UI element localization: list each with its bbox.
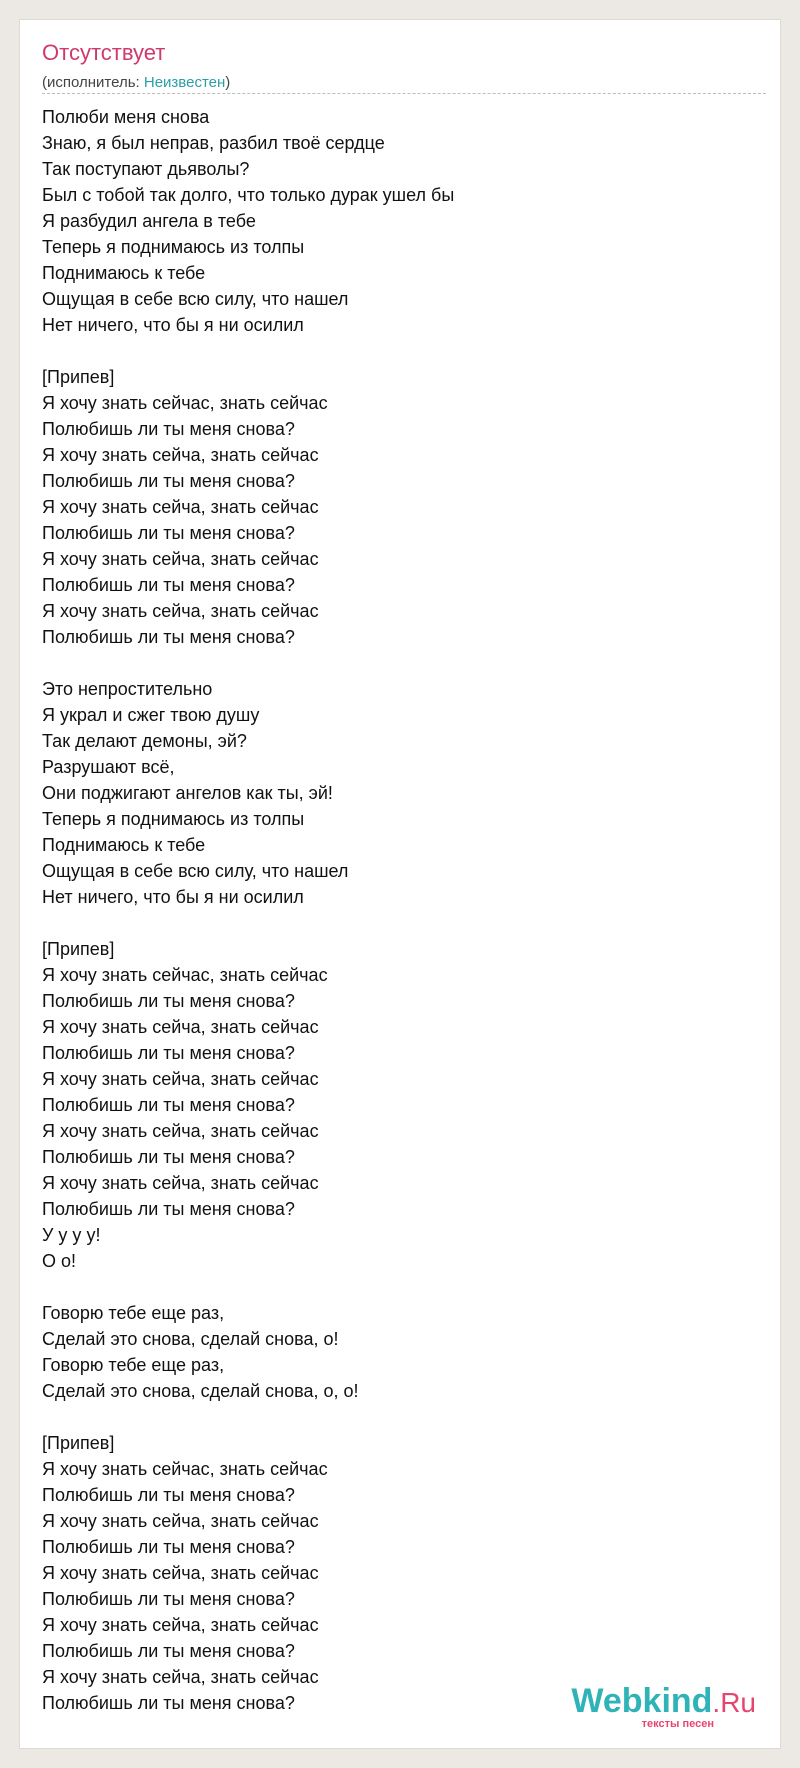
lyric-line: [42, 1274, 454, 1300]
lyric-line: Я разбудил ангела в тебе: [42, 211, 256, 231]
lyric-line: Полюби меня снова: [42, 107, 210, 127]
lyric-line: Я хочу знать сейча, знать сейчас: [42, 1511, 319, 1531]
lyric-line: Так делают демоны, эй?: [42, 731, 247, 751]
lyric-line: Так поступают дьяволы?: [42, 159, 250, 179]
song-title: Отсутствует: [42, 40, 166, 65]
lyric-line: О о!: [42, 1251, 77, 1271]
lyric-line: Полюбишь ли ты меня снова?: [42, 471, 295, 491]
lyrics-body: [42, 104, 454, 1716]
lyric-line: Полюбишь ли ты меня снова?: [42, 1485, 295, 1505]
lyric-line: Я хочу знать сейча, знать сейчас: [42, 1563, 319, 1583]
lyric-line: Полюбишь ли ты меня снова?: [42, 523, 295, 543]
lyric-line: Сделай это снова, сделай снова, о, о!: [42, 1381, 359, 1401]
lyric-line: Я хочу знать сейча, знать сейчас: [42, 549, 319, 569]
lyric-line: Ощущая в себе всю силу, что нашел: [42, 861, 349, 881]
lyric-line: Я хочу знать сейча, знать сейчас: [42, 1667, 319, 1687]
lyric-line: [Припев]: [42, 939, 115, 959]
lyric-line: Поднимаюсь к тебе: [42, 263, 206, 283]
lyric-line: Полюбишь ли ты меня снова?: [42, 1641, 295, 1661]
lyric-line: Был с тобой так долго, что только дурак ушел бы: [42, 185, 455, 205]
lyric-line: Поднимаюсь к тебе: [42, 835, 206, 855]
lyric-line: Полюбишь ли ты меня снова?: [42, 627, 295, 647]
lyric-line: Разрушают всё,: [42, 757, 175, 777]
artist-link[interactable]: Неизвестен: [143, 74, 226, 91]
lyric-line: Теперь я поднимаюсь из толпы: [42, 237, 305, 257]
lyric-line: [42, 1404, 454, 1430]
lyric-line: Это непростительно: [42, 679, 213, 699]
lyric-line: Говорю тебе еще раз,: [42, 1303, 225, 1323]
lyric-line: Полюбишь ли ты меня снова?: [42, 1199, 295, 1219]
lyric-line: Я хочу знать сейчас, знать сейчас: [42, 1459, 328, 1479]
lyric-line: Нет ничего, что бы я ни осилил: [42, 887, 304, 907]
lyric-line: Я хочу знать сейча, знать сейчас: [42, 497, 319, 517]
lyric-line: Я хочу знать сейчас, знать сейчас: [42, 965, 328, 985]
lyric-line: [42, 910, 454, 936]
lyric-line: Я хочу знать сейча, знать сейчас: [42, 1017, 319, 1037]
lyric-line: Ощущая в себе всю силу, что нашел: [42, 289, 349, 309]
site-logo[interactable]: [571, 1684, 756, 1730]
logo-main-text: Webkind: [571, 1682, 713, 1720]
lyric-line: Нет ничего, что бы я ни осилил: [42, 315, 304, 335]
lyric-line: Полюбишь ли ты меня снова?: [42, 1043, 295, 1063]
artist-prefix: (исполнитель:: [42, 74, 144, 91]
lyric-line: Они поджигают ангелов как ты, эй!: [42, 783, 333, 803]
lyric-line: [42, 338, 454, 364]
lyric-line: [42, 650, 454, 676]
lyric-line: Я хочу знать сейча, знать сейчас: [42, 1069, 319, 1089]
lyric-line: Говорю тебе еще раз,: [42, 1355, 225, 1375]
lyric-line: [Припев]: [42, 367, 115, 387]
lyric-line: [Припев]: [42, 1433, 115, 1453]
lyric-line: Теперь я поднимаюсь из толпы: [42, 809, 305, 829]
lyric-line: Полюбишь ли ты меня снова?: [42, 1147, 295, 1167]
lyric-line: Полюбишь ли ты меня снова?: [42, 1537, 295, 1557]
lyric-line: Полюбишь ли ты меня снова?: [42, 419, 295, 439]
lyric-line: Я хочу знать сейча, знать сейчас: [42, 601, 319, 621]
lyrics-card: [20, 20, 780, 1748]
lyric-line: Полюбишь ли ты меня снова?: [42, 575, 295, 595]
lyric-line: Полюбишь ли ты меня снова?: [42, 1693, 295, 1713]
artist-line: [42, 74, 230, 91]
logo-tagline: тексты песен: [641, 1718, 714, 1730]
lyric-line: У у у у!: [42, 1225, 101, 1245]
lyric-line: Я хочу знать сейча, знать сейчас: [42, 1121, 319, 1141]
lyric-line: Сделай это снова, сделай снова, о!: [42, 1329, 339, 1349]
artist-suffix: ): [225, 74, 231, 91]
lyric-line: Полюбишь ли ты меня снова?: [42, 1589, 295, 1609]
lyric-line: Я хочу знать сейчас, знать сейчас: [42, 393, 328, 413]
lyric-line: Я хочу знать сейча, знать сейчас: [42, 1173, 319, 1193]
divider: [42, 93, 766, 94]
lyric-line: Я украл и сжег твою душу: [42, 705, 260, 725]
lyric-line: Полюбишь ли ты меня снова?: [42, 991, 295, 1011]
lyric-line: Полюбишь ли ты меня снова?: [42, 1095, 295, 1115]
lyric-line: Я хочу знать сейча, знать сейчас: [42, 445, 319, 465]
logo-tld: .Ru: [712, 1687, 756, 1718]
lyric-line: Я хочу знать сейча, знать сейчас: [42, 1615, 319, 1635]
lyric-line: Знаю, я был неправ, разбил твоё сердце: [42, 133, 385, 153]
